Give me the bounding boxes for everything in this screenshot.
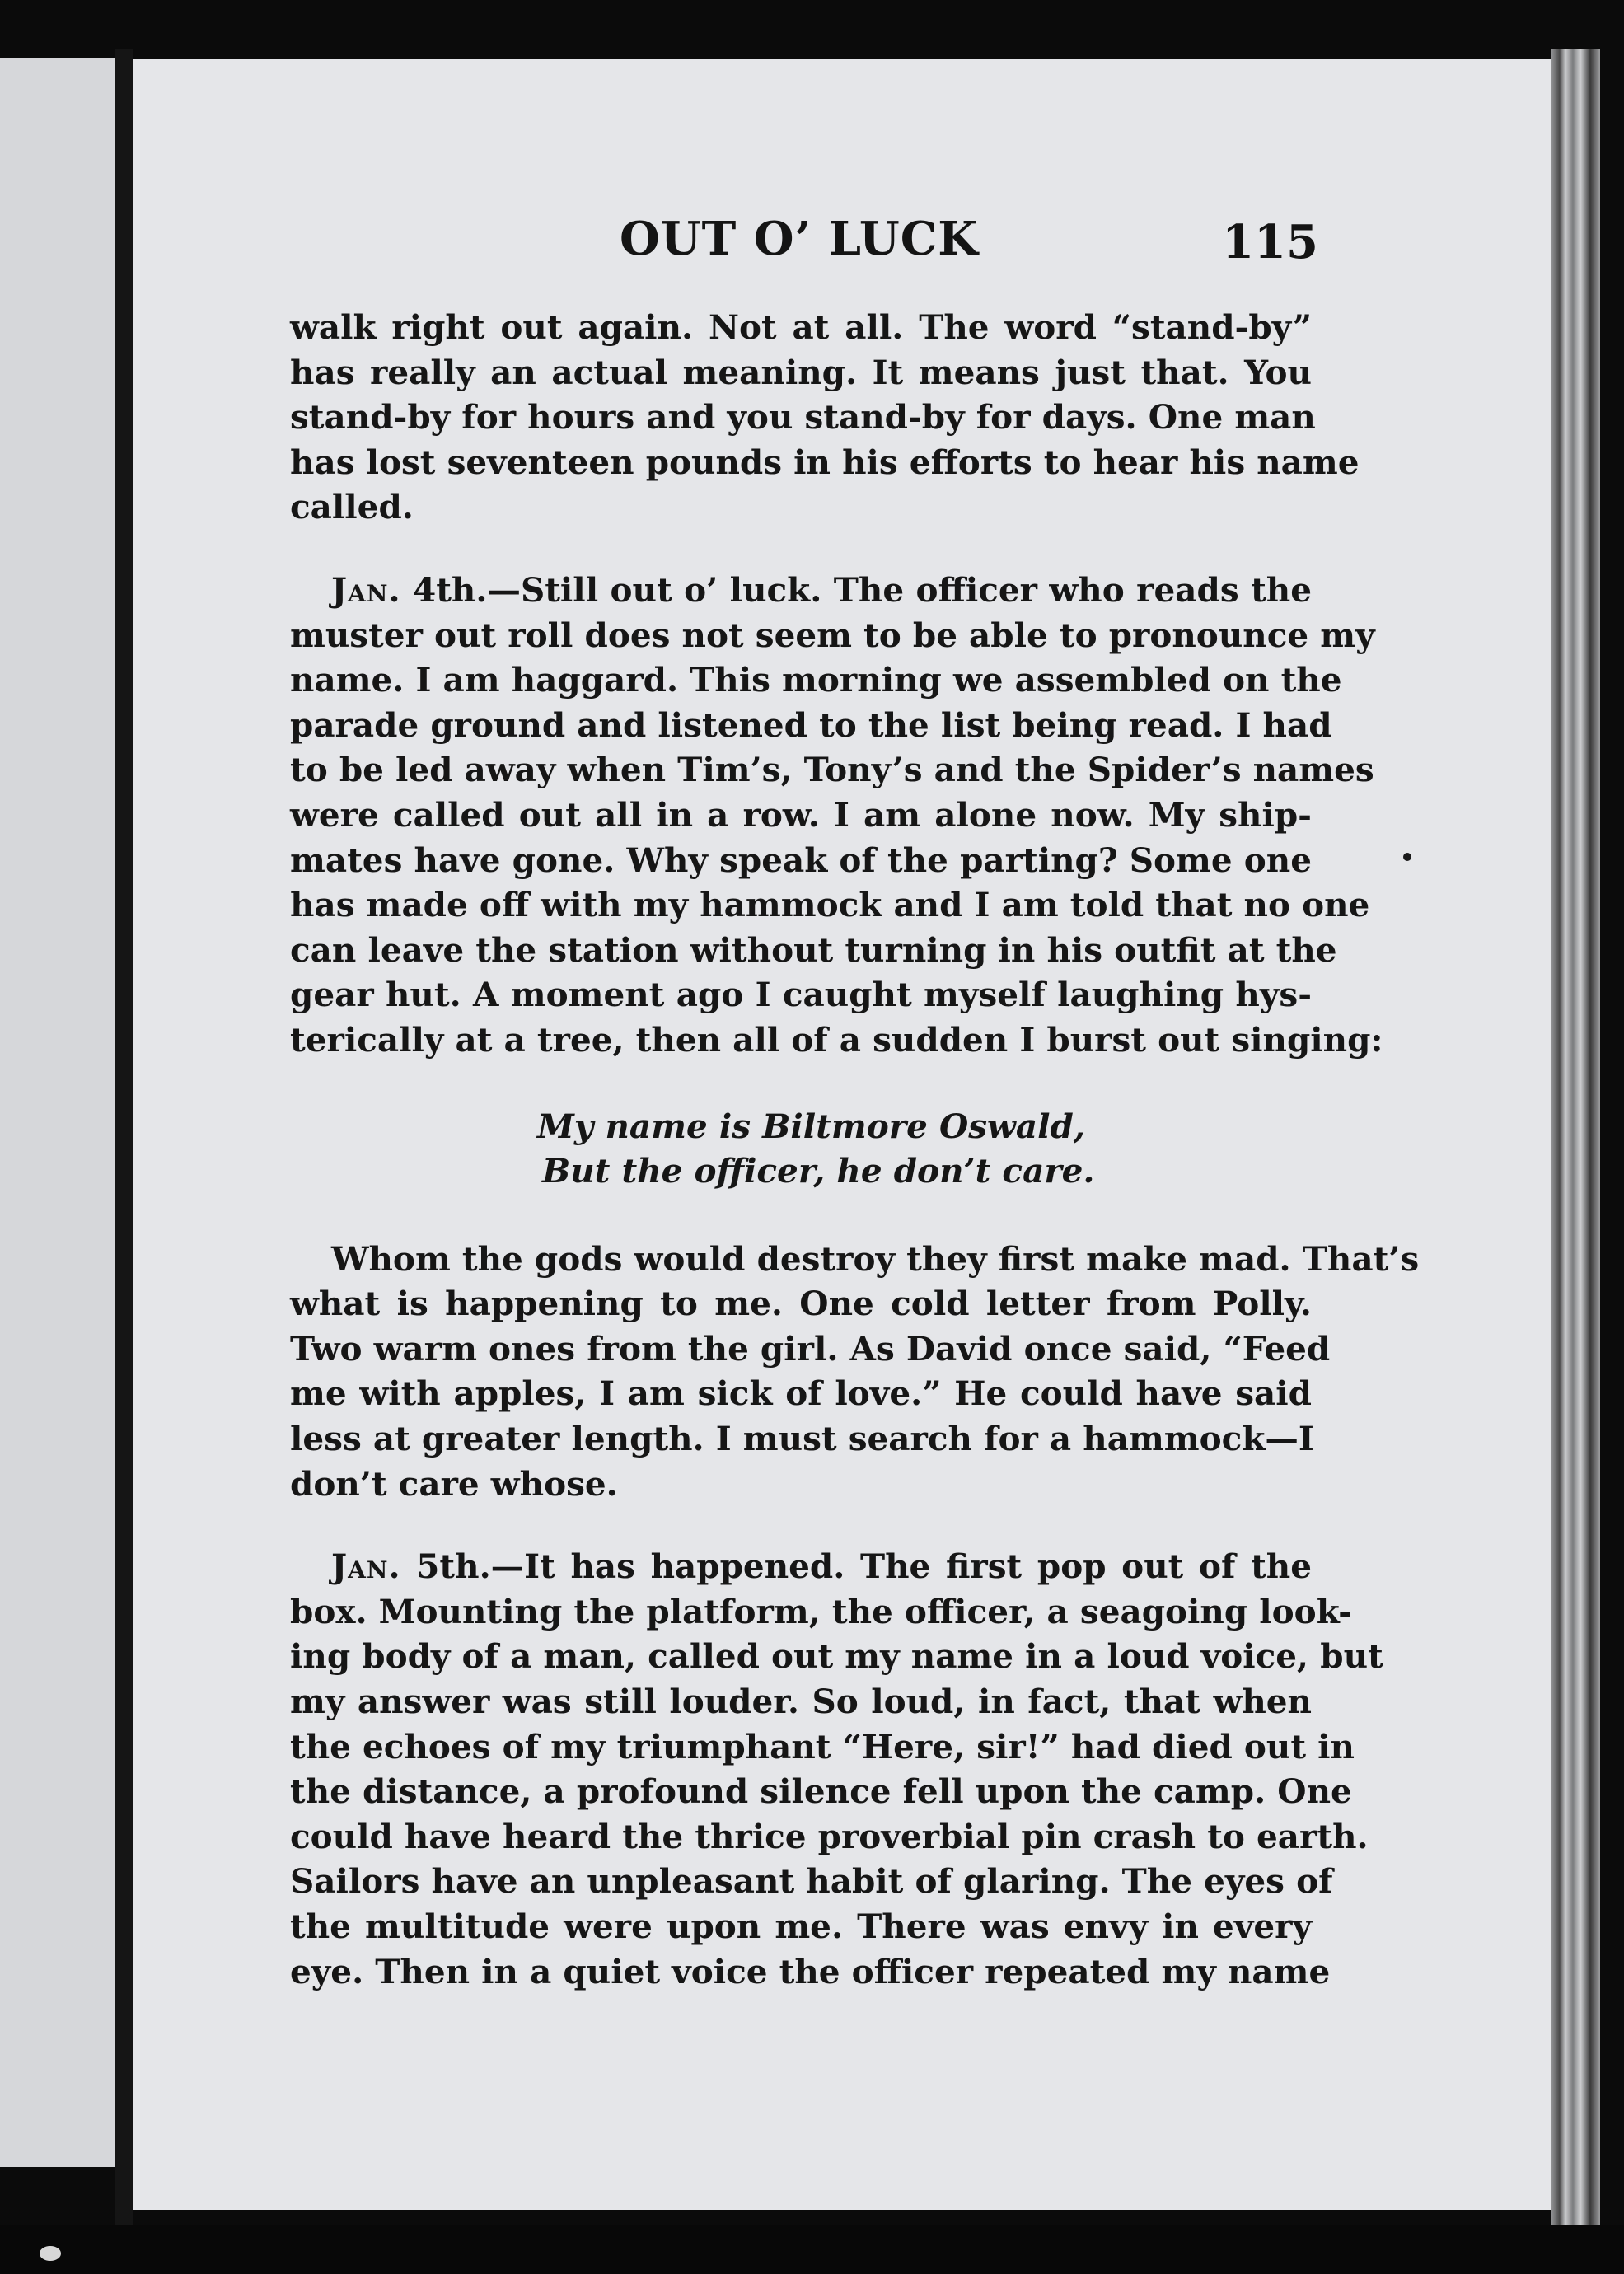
text-line: Whom the gods would destroy they first make mad. That’s xyxy=(331,1238,1420,1279)
text-line: name. I am haggard. This morning we assembled on the xyxy=(290,660,1342,700)
text-line: has made off with my hammock and I am told that no one xyxy=(290,885,1370,925)
text-line: box. Mounting the platform, the officer, a seagoing look- xyxy=(290,1591,1352,1631)
text-line: stand-by for hours and you stand-by for days. One man xyxy=(290,397,1316,437)
entry-first-line xyxy=(290,1544,1312,1589)
text-line: were called out all in a row. I am alone now. My ship- xyxy=(290,794,1312,835)
text-line: Sailors have an unpleasant habit of glaring. The eyes of xyxy=(290,1861,1333,1902)
text-line: gear hut. A moment ago I caught myself laughing hys- xyxy=(290,975,1312,1015)
previous-page-edge xyxy=(0,58,115,2167)
text-line: could have heard the thrice proverbial pin crash to earth. xyxy=(290,1816,1369,1856)
text-line: to be led away when Tim’s, Tony’s and the Spider’s names xyxy=(290,750,1374,790)
text-line: muster out roll does not seem to be able to pronounce my xyxy=(290,615,1375,655)
text-line: parade ground and listened to the list being read. I had xyxy=(290,704,1332,745)
verse-line: But the officer, he don’t care. xyxy=(542,1151,1095,1191)
ink-speck xyxy=(1403,853,1411,861)
paragraph-3 xyxy=(290,1237,1420,1507)
page-body xyxy=(290,305,1420,1994)
text-line: the distance, a profound silence fell upon the camp. One xyxy=(290,1771,1352,1812)
text-line: me with apples, I am sick of love.” He could have said xyxy=(290,1373,1312,1414)
entry-first-line xyxy=(290,568,1312,613)
text-line: the multitude were upon me. There was envy in every xyxy=(290,1907,1312,1946)
text-line: can leave the station without turning in his outfit at the xyxy=(290,929,1337,970)
entry-first-line-text: 4th.—Still out o’ luck. The officer who reads the xyxy=(400,569,1312,610)
scanner-bed-edge xyxy=(0,2225,1624,2274)
text-line: terically at a tree, then all of a sudden I burst out singing: xyxy=(290,1019,1383,1060)
text-line: has really an actual meaning. It means just that. You xyxy=(290,352,1312,392)
paragraph-1 xyxy=(290,305,1360,530)
text-line: called. xyxy=(290,487,414,527)
dust-mark xyxy=(40,2246,61,2261)
text-line: has lost seventeen pounds in his efforts to hear his name xyxy=(290,442,1360,482)
entry-date-label: Jan. xyxy=(331,569,401,610)
text-line: Two warm ones from the girl. As David once said, “Feed xyxy=(290,1328,1331,1369)
text-line: don’t care whose. xyxy=(290,1463,618,1504)
verse-line: My name is Biltmore Oswald, xyxy=(537,1106,1085,1146)
page-number: 115 xyxy=(1222,215,1318,269)
text-line: less at greater length. I must search for a hammock—I xyxy=(290,1419,1314,1459)
text-line: the echoes of my triumphant “Here, sir!” had died out in xyxy=(290,1726,1355,1766)
text-line: what is happening to me. One cold letter from Polly. xyxy=(290,1284,1312,1324)
diary-entry-jan-4 xyxy=(290,568,1383,1063)
text-line: walk right out again. Not at all. The word “stand-by” xyxy=(290,307,1312,347)
verse-block xyxy=(290,1104,1312,1194)
page-header xyxy=(280,210,1318,268)
page-stack-edge xyxy=(1551,49,1600,2225)
text-line: eye. Then in a quiet voice the officer repeated my name xyxy=(290,1951,1331,1991)
running-title: OUT O’ LUCK xyxy=(620,212,979,266)
diary-entry-jan-5 xyxy=(290,1544,1383,1994)
text-line: my answer was still louder. So loud, in fact, that when xyxy=(290,1682,1312,1722)
book-gutter xyxy=(115,49,133,2225)
entry-date-label: Jan. xyxy=(331,1546,401,1587)
entry-first-line-text: 5th.—It has happened. The first pop out of the xyxy=(400,1546,1312,1587)
text-line: ing body of a man, called out my name in a loud voice, but xyxy=(290,1636,1383,1677)
text-line: mates have gone. Why speak of the parting? Some one xyxy=(290,840,1312,880)
